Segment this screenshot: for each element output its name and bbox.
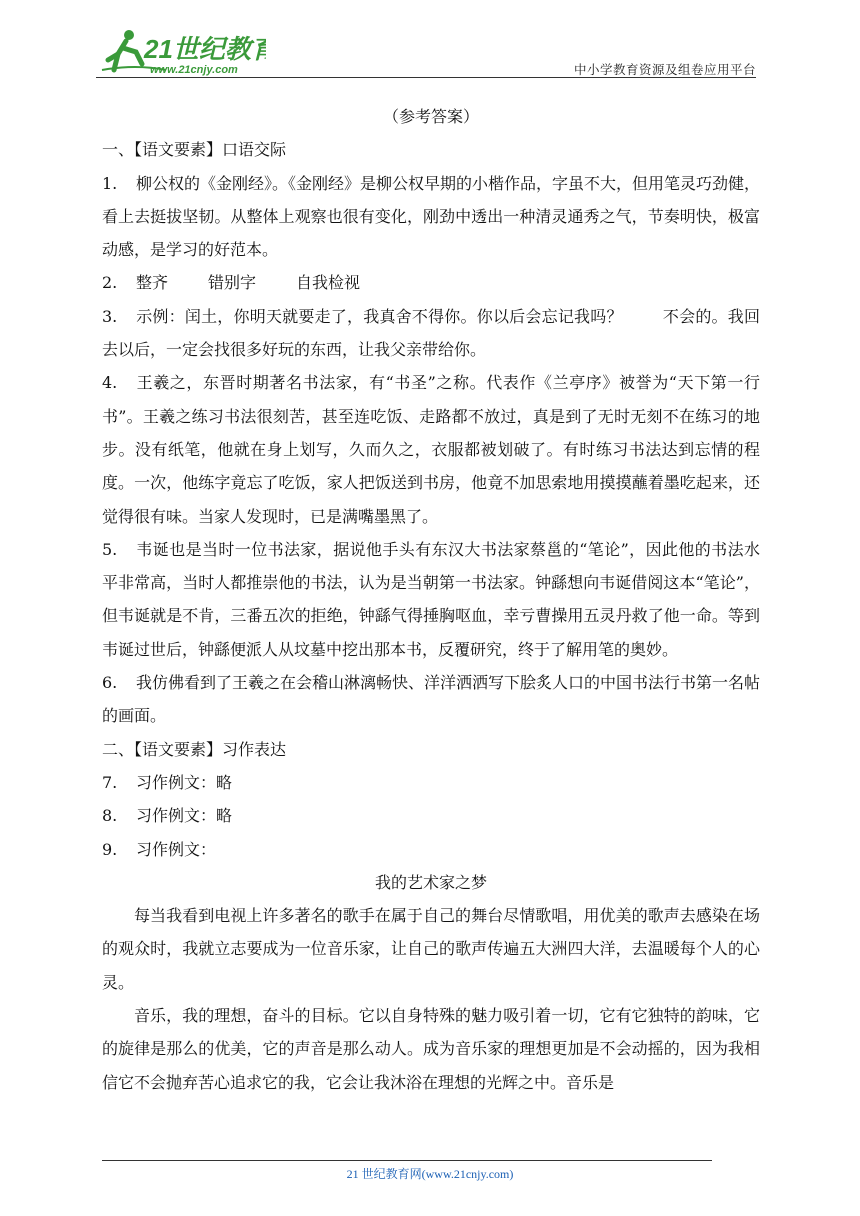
item-text: 韦诞也是当时一位书法家，据说他手头有东汉大书法家蔡邕的“笔论”，因此他的书法水平非常高，当时人都推崇他的书法，认为是当朝第一书法家。钟繇想向韦诞借阅这本“笔论”，但韦诞就是不肯，三番五次的拒绝，钟繇气得捶胸呕血，幸亏曹操用五灵丹救了他一命。等到韦诞过世后，钟繇便派人从坟墓中挖出那本书，反覆研究，终于了解用笔的奥妙。 [102,539,760,659]
item-number: 4. [102,373,118,393]
item-text: 自我检视 [296,273,361,293]
section-heading-2: 二、【语文要素】习作表达 [102,739,287,759]
answer-item-8 [102,799,760,832]
item-number: 5. [102,539,118,559]
item-text: 不会的。我回去以后，一定会找很多好玩的东西，让我父亲带给你。 [102,306,760,360]
page-header [96,24,756,80]
item-number: 2. [102,273,118,293]
running-person-icon [96,24,266,80]
answer-item-5 [102,533,760,666]
logo-wordmark: 21世纪教育 [144,34,266,64]
answer-item-4 [102,366,760,532]
item-text: 错别字 [208,273,257,293]
answer-item-3 [102,300,760,367]
item-text: 柳公权的《金刚经》。《金刚经》是柳公权早期的小楷作品，字虽不大，但用笔灵巧劲健，看上去挺拔坚韧。从整体上观察也很有变化，刚劲中透出一种清灵通秀之气，节奏明快，极富动感，是学习的好范本。 [102,173,761,260]
footer-divider [102,1160,712,1161]
item-text: 习作例文：略 [136,806,233,826]
answer-item-6 [102,666,760,733]
item-number: 8. [102,806,118,826]
item-text: 习作例文：略 [136,772,233,792]
item-number: 1. [102,173,118,193]
essay-paragraph-2: 音乐，我的理想，奋斗的目标。它以自身特殊的魅力吸引着一切，它有它独特的韵味，它的旋律是那么的优美，它的声音是那么动人。成为音乐家的理想更加是不会动摇的，因为我相信它不会抛弃苦心追求它的我，它会让我沐浴在理想的光辉之中。音乐是 [102,1006,760,1092]
section-heading-1: 一、【语文要素】口语交际 [102,140,287,160]
answer-title: （参考答案） [382,107,479,126]
document-body [102,100,760,1099]
item-text: 王羲之，东晋时期著名书法家，有“书圣”之称。代表作《兰亭序》被誉为“天下第一行书”。王羲之练习书法很刻苦，甚至连吃饭、走路都不放过，真是到了无时无刻不在练习的地步。没有纸笔，他就在身上划写，久而久之，衣服都被划破了。有时练习书法达到忘情的程度。一次，他练字竟忘了吃饭，家人把饭送到书房，他竟不加思索地用摸摸蘸着墨吃起来，还觉得很有味。当家人发现时，已是满嘴墨黑了。 [102,373,760,526]
answer-item-2 [102,266,760,299]
footer-link[interactable]: 21 世纪教育网(www.21cnjy.com) [346,1167,514,1181]
item-text: 我仿佛看到了王羲之在会稽山淋漓畅快、洋洋洒洒写下脍炙人口的中国书法行书第一名帖的画面。 [102,673,761,726]
header-divider [96,77,756,78]
answer-item-9 [102,833,760,866]
item-number: 7. [102,772,118,792]
item-text: 示例：闰土，你明天就要走了，我真舍不得你。你以后会忘记我吗？ [136,306,623,326]
item-text: 整齐 [136,273,169,293]
item-text: 习作例文： [136,839,217,859]
platform-name: 中小学教育资源及组卷应用平台 [573,62,756,77]
answer-item-7 [102,766,760,799]
essay-paragraph-1: 每当我看到电视上许多著名的歌手在属于自己的舞台尽情歌唱，用优美的歌声去感染在场的观众时，我就立志要成为一位音乐家，让自己的歌声传遍五大洲四大洋，去温暖每个人的心灵。 [102,906,760,992]
answer-item-1 [102,167,760,267]
logo-url: www.21cnjy.com [150,64,238,76]
item-number: 9. [102,839,118,859]
item-number: 6. [102,673,118,693]
essay-title: 我的艺术家之梦 [374,872,487,892]
site-logo[interactable] [96,24,266,80]
item-number: 3. [102,306,118,326]
